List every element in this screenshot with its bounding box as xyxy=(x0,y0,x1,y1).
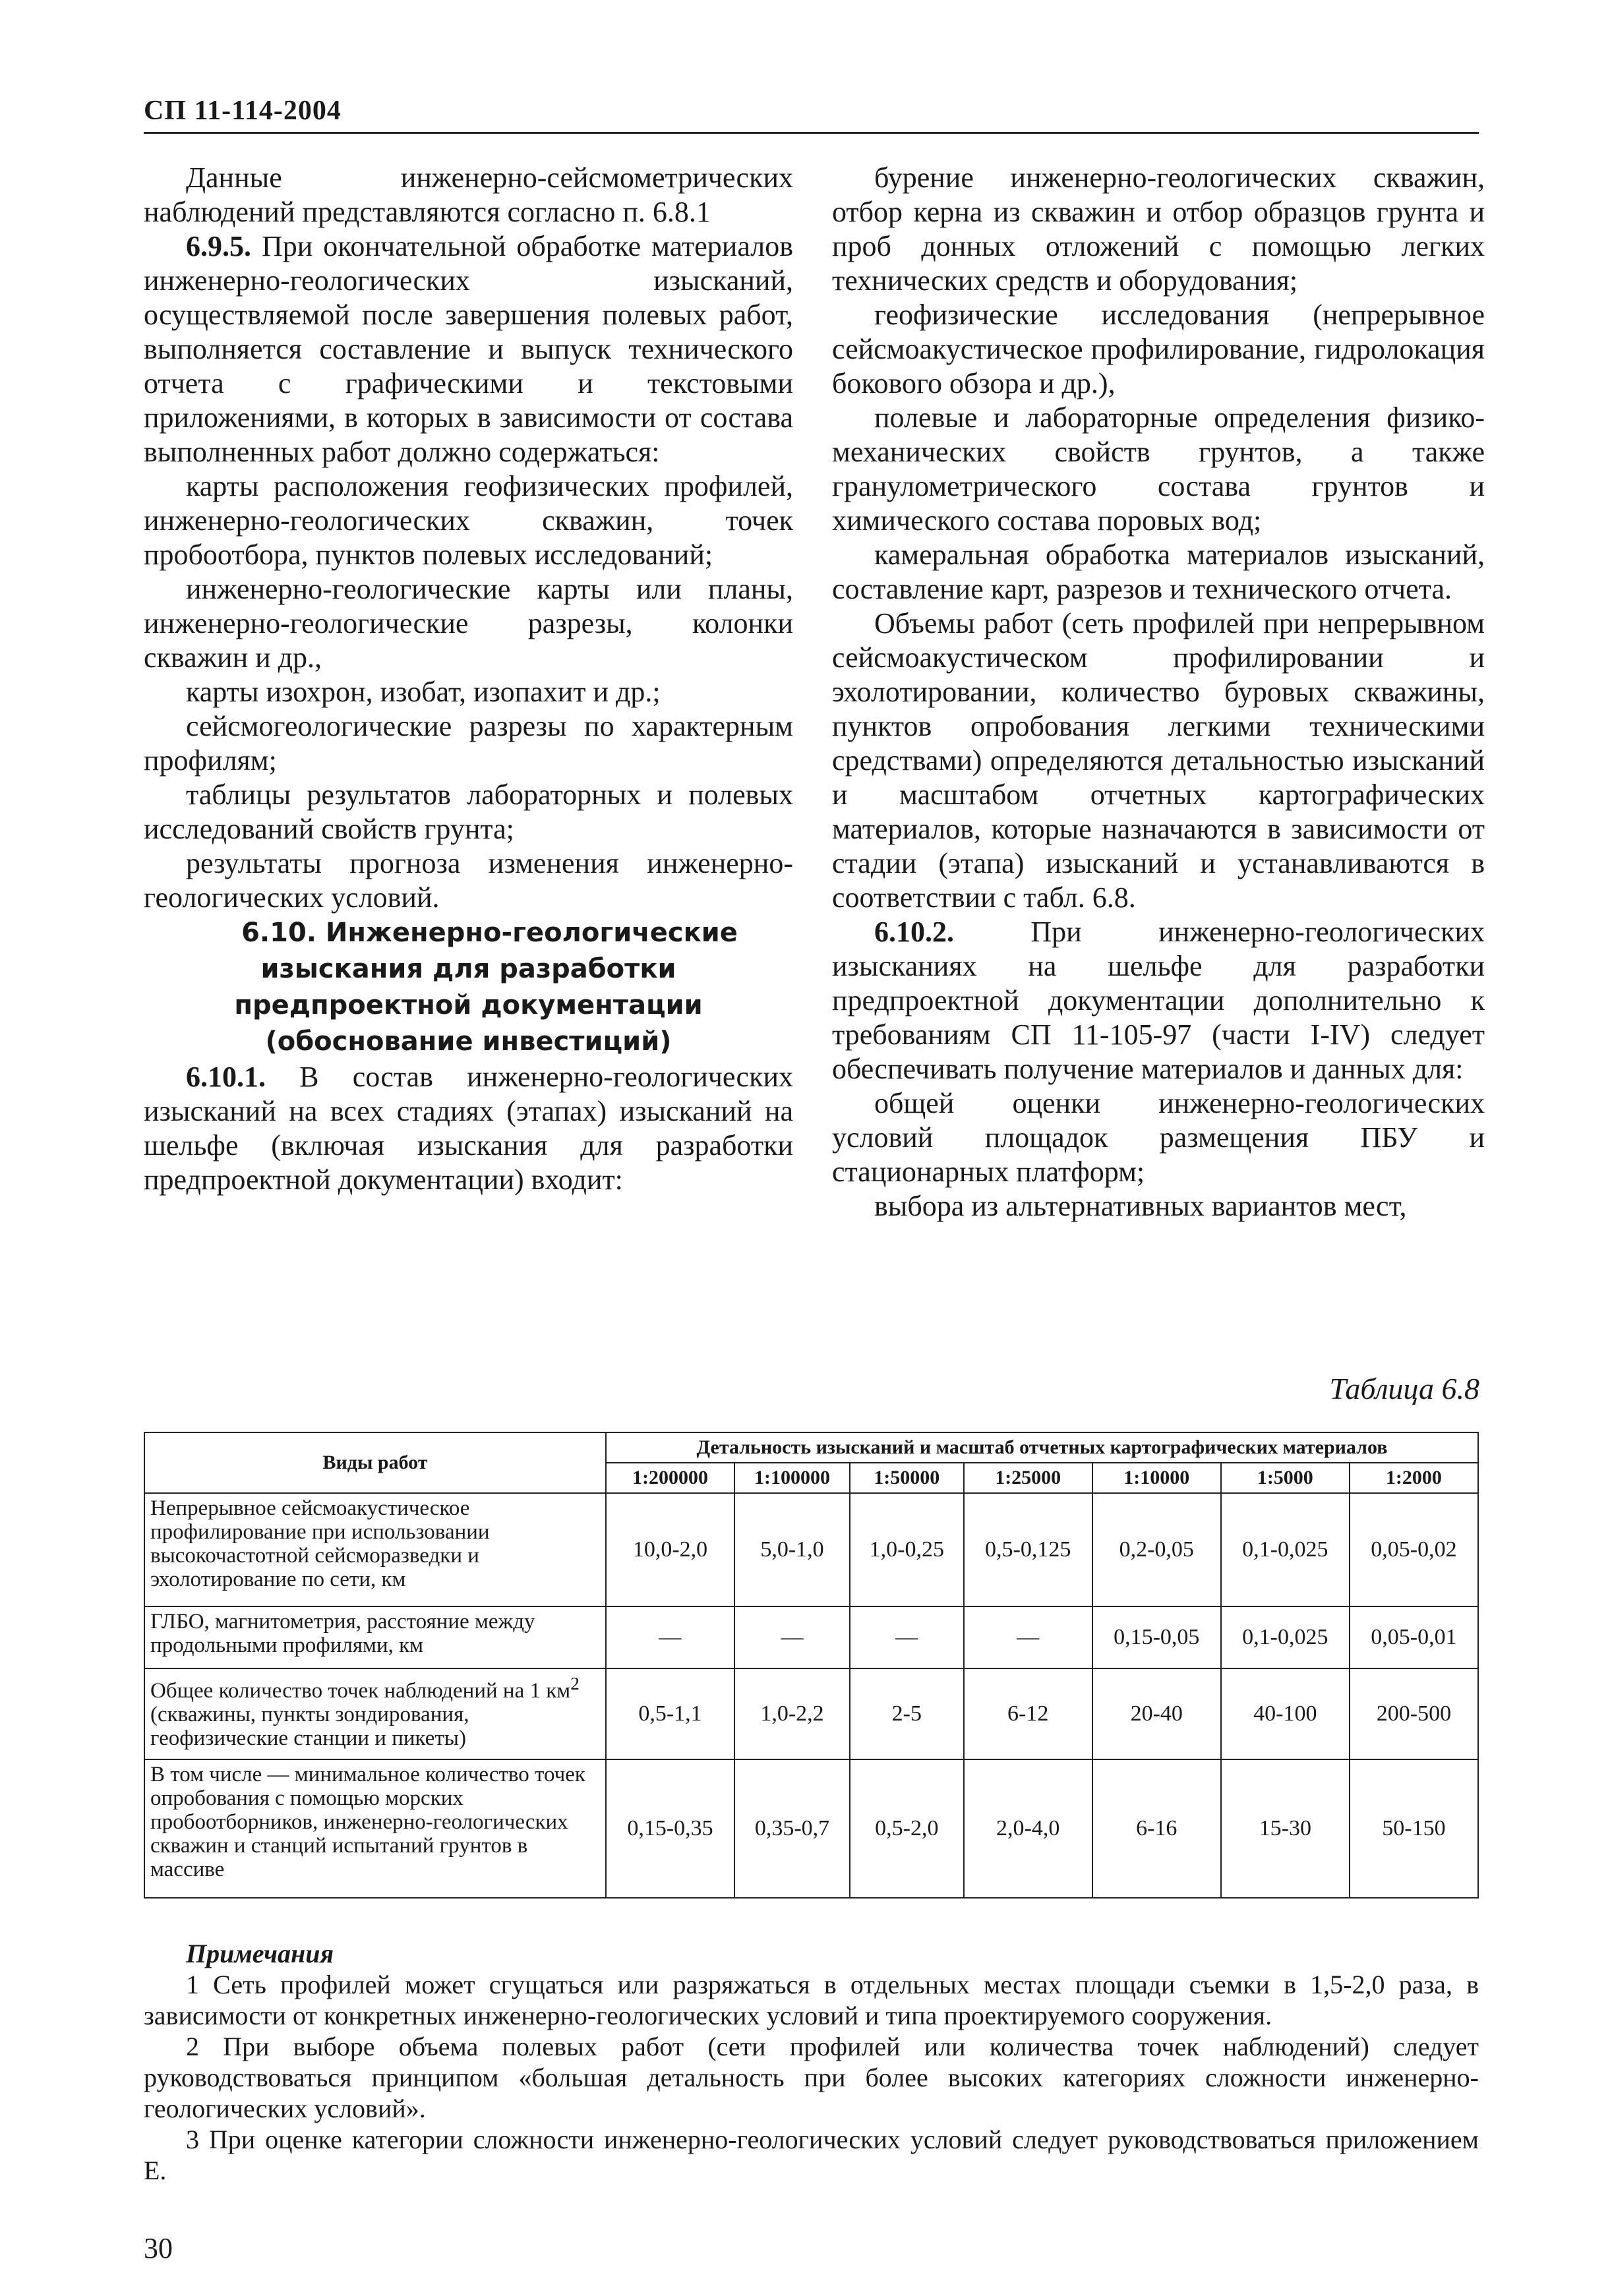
table-cell: 40-100 xyxy=(1221,1668,1350,1759)
list-item: карты изохрон, изобат, изопахит и др.; xyxy=(186,676,661,708)
list-item: общей оценки инженерно-геологических условий площадок размещения ПБУ и стационарных платформ; xyxy=(832,1087,1485,1188)
table-cell: 10,0-2,0 xyxy=(606,1493,734,1606)
table-cell: 0,5-0,125 xyxy=(964,1493,1092,1606)
list-item: камеральная обработка материалов изысканий, составление карт, разрезов и технического отчета. xyxy=(832,539,1485,605)
table-cell: 200-500 xyxy=(1350,1668,1478,1759)
table-cell: — xyxy=(734,1606,850,1668)
list-item: инженерно-геологические карты или планы, инженерно-геологические разрезы, колонки скважин и др., xyxy=(144,573,793,674)
table-cell: 0,05-0,01 xyxy=(1350,1606,1478,1668)
scale-header: 1:10000 xyxy=(1092,1463,1221,1493)
table-cell: 1,0-0,25 xyxy=(850,1493,964,1606)
table-cell: 50-150 xyxy=(1350,1759,1478,1898)
work-type: В том числе — минимальное количество точек опробования с помощью морских пробоотборников, инженерно-геологических скважин и станций испытаний грунтов в массиве xyxy=(144,1759,606,1898)
table-cell: 20-40 xyxy=(1092,1668,1221,1759)
scale-header: 1:5000 xyxy=(1221,1463,1350,1493)
table-cell: 0,5-2,0 xyxy=(850,1759,964,1898)
notes-title: Примечания xyxy=(186,1939,334,1968)
list-item: карты расположения геофизических профилей, инженерно-геологических скважин, точек пробоотбора, пунктов полевых исследований; xyxy=(144,470,793,571)
list-item: выбора из альтернативных вариантов мест, xyxy=(874,1190,1407,1222)
column-header-work: Виды работ xyxy=(144,1432,606,1493)
superscript: 2 xyxy=(570,1673,580,1693)
clause-number: 6.10.1. xyxy=(186,1061,266,1093)
work-type-text: Общее количество точек наблюдений на 1 км xyxy=(150,1679,571,1703)
note-item: 1 Сеть профилей может сгущаться или разряжаться в отдельных местах площади съемки в 1,5-2,0 раза, в зависимости от конкретных инженерно-геологических условий и типа проектируемого сооружения. xyxy=(144,1970,1479,2030)
table-cell: — xyxy=(964,1606,1092,1668)
clause-text: При окончательной обработке материалов инженерно-геологических изысканий, осуществляемой после завершения полевых работ, выполняется составление и выпуск технического отчета с графическими и текстовыми приложениями, в которых в зависимости от состава выполненных работ должно содержаться: xyxy=(144,230,793,468)
document-code: СП 11-114-2004 xyxy=(144,96,342,126)
table-cell: 0,15-0,35 xyxy=(606,1759,734,1898)
paragraph-6-10-2 xyxy=(832,915,1485,1086)
table-notes xyxy=(144,1938,1479,2186)
clause-number: 6.10.2. xyxy=(874,916,954,948)
work-type-text: (скважины, пункты зондирования, геофизические станции и пикеты) xyxy=(150,1703,469,1750)
column-group-header: Детальность изысканий и масштаб отчетных картографических материалов xyxy=(606,1432,1478,1463)
page-header xyxy=(144,92,1479,134)
table-row xyxy=(144,1668,1478,1759)
table-row xyxy=(144,1759,1478,1898)
table-cell: 5,0-1,0 xyxy=(734,1493,850,1606)
table-cell: 0,05-0,02 xyxy=(1350,1493,1478,1606)
note-item: 2 При выборе объема полевых работ (сети профилей или количества точек наблюдений) следует руководствоваться принципом «большая детальность при более высоких категориях сложности инженерно-геологических условий». xyxy=(144,2032,1479,2123)
list-item: полевые и лабораторные определения физико-механических свойств грунтов, а также гранулометрического состава грунтов и химического состава поровых вод; xyxy=(832,401,1485,537)
clause-text: В состав инженерно-геологических изысканий на всех стадиях (этапах) изысканий на шельфе (включая изыскания для разработки предпроектной документации) входит: xyxy=(144,1061,793,1196)
paragraph-6-10-1 xyxy=(144,1060,793,1197)
paragraph-6-9-5 xyxy=(144,229,793,469)
table-cell: 2-5 xyxy=(850,1668,964,1759)
paragraph: Данные инженерно-сейсмометрических наблюдений представляются согласно п. 6.8.1 xyxy=(144,162,793,228)
list-item: геофизические исследования (непрерывное сейсмоакустическое профилирование, гидролокация бокового обзора и др.), xyxy=(832,299,1485,399)
paragraph: Объемы работ (сеть профилей при непрерывном сейсмоакустическом профилировании и эхолотировании, количество буровых скважины, пунктов опробования легкими техническими средствами) определяются детальностью изысканий и масштабом отчетных картографических материалов, которые назначаются в зависимости от стадии (этапа) изысканий и устанавливаются в соответствии с табл. 6.8. xyxy=(832,607,1485,914)
table-cell: 0,15-0,05 xyxy=(1092,1606,1221,1668)
scale-header: 1:50000 xyxy=(850,1463,964,1493)
scale-table xyxy=(144,1432,1479,1899)
table-cell: 6-16 xyxy=(1092,1759,1221,1898)
list-item: таблицы результатов лабораторных и полевых исследований свойств грунта; xyxy=(144,779,793,845)
table-cell: — xyxy=(606,1606,734,1668)
table-cell: 15-30 xyxy=(1221,1759,1350,1898)
table-cell: 6-12 xyxy=(964,1668,1092,1759)
scale-header: 1:2000 xyxy=(1350,1463,1478,1493)
page-number: 30 xyxy=(144,2232,173,2264)
table-cell: 0,2-0,05 xyxy=(1092,1493,1221,1606)
table-cell: 0,1-0,025 xyxy=(1221,1606,1350,1668)
right-column xyxy=(832,161,1485,1223)
section-heading: 6.10. Инженерно-геологические изыскания для разработки предпроектной документации (обоснование инвестиций) xyxy=(234,918,738,1057)
scale-header: 1:200000 xyxy=(606,1463,734,1493)
work-type xyxy=(144,1668,606,1759)
table-cell: 0,35-0,7 xyxy=(734,1759,850,1898)
table-caption: Таблица 6.8 xyxy=(1329,1372,1479,1405)
scale-header: 1:100000 xyxy=(734,1463,850,1493)
left-column xyxy=(144,161,793,1197)
work-type: ГЛБО, магнитометрия, расстояние между продольными профилями, км xyxy=(144,1606,606,1668)
table-row xyxy=(144,1606,1478,1668)
table-cell: 2,0-4,0 xyxy=(964,1759,1092,1898)
list-item: бурение инженерно-геологических скважин, отбор керна из скважин и отбор образцов грунта и проб донных отложений с помощью легких технических средств и оборудования; xyxy=(832,162,1485,297)
list-item: сейсмогеологические разрезы по характерным профилям; xyxy=(144,710,793,777)
table-cell: 0,1-0,025 xyxy=(1221,1493,1350,1606)
clause-text: При инженерно-геологических изысканиях на шельфе для разработки предпроектной документации дополнительно к требованиям СП 11-105-97 (части I-IV) следует обеспечивать получение материалов и данных для: xyxy=(832,916,1485,1085)
table-header-row xyxy=(144,1432,1478,1463)
work-type: Непрерывное сейсмоакустическое профилирование при использовании высокочастотной сейсморазведки и эхолотирование по сети, км xyxy=(144,1493,606,1606)
table-row xyxy=(144,1493,1478,1606)
scale-header: 1:25000 xyxy=(964,1463,1092,1493)
clause-number: 6.9.5. xyxy=(186,230,251,262)
note-item: 3 При оценке категории сложности инженерно-геологических условий следует руководствоваться приложением Е. xyxy=(144,2125,1479,2185)
table-cell: 1,0-2,2 xyxy=(734,1668,850,1759)
table-cell: 0,5-1,1 xyxy=(606,1668,734,1759)
list-item: результаты прогноза изменения инженерно-геологических условий. xyxy=(144,847,793,914)
table-cell: — xyxy=(850,1606,964,1668)
